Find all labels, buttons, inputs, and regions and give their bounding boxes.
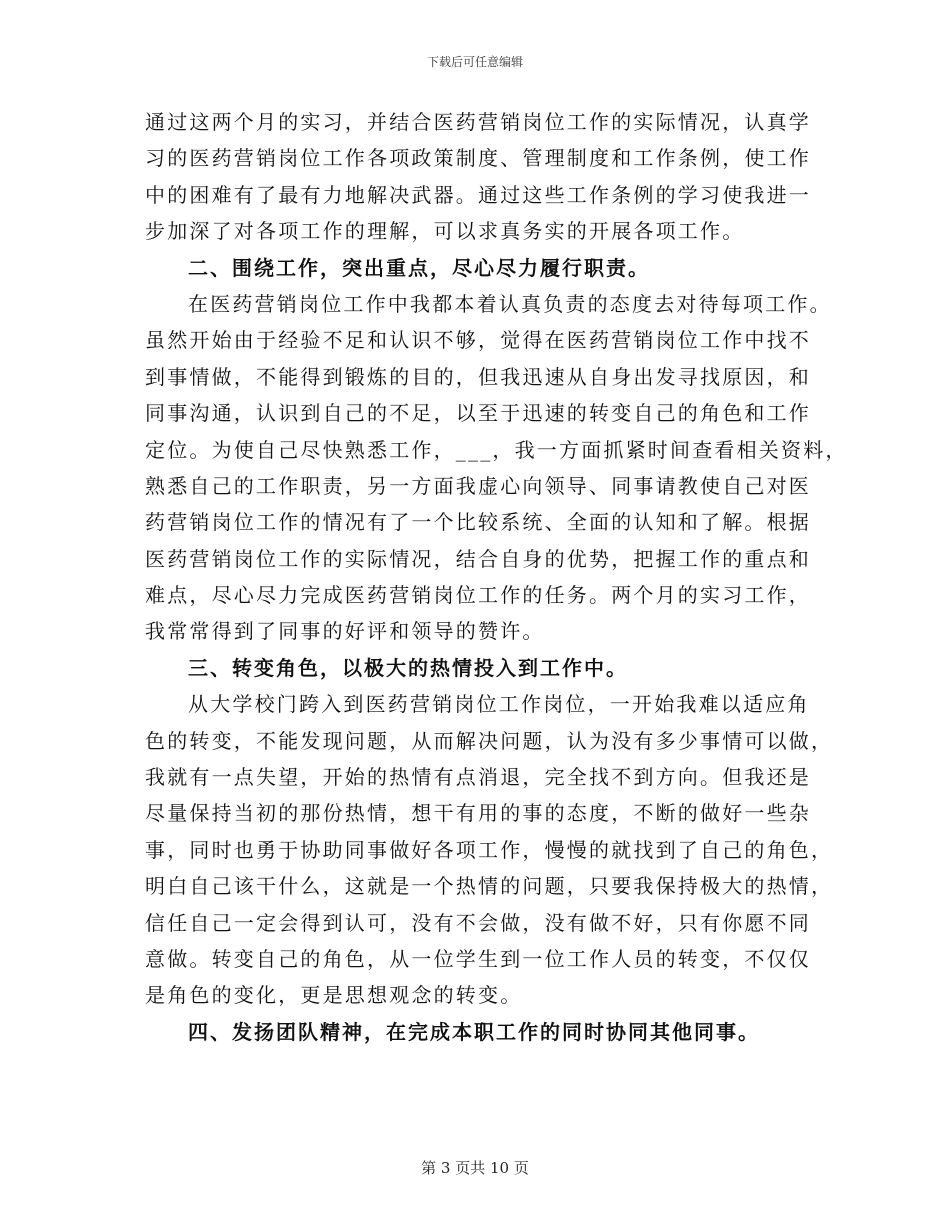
page-header: 下载后可任意编辑 [426, 55, 523, 69]
text-line: 从大学校门跨入到医药营销岗位工作岗位，一开始我难以适应角 [188, 692, 810, 717]
text-line: 我常常得到了同事的好评和领导的赞许。 [145, 619, 545, 644]
text-line: 同事沟通，认识到自己的不足，以至于迅速的转变自己的角色和工作 [145, 401, 811, 426]
text-line: 明白自己该干什么，这就是一个热情的问题，只要我保持极大的热情， [145, 874, 834, 899]
text-line: 是角色的变化，更是思想观念的转变。 [145, 983, 523, 1008]
text-line: 医药营销岗位工作的实际情况，结合自身的优势，把握工作的重点和 [145, 546, 811, 571]
text-line: 意做。转变自己的角色，从一位学生到一位工作人员的转变，不仅仅 [145, 946, 811, 971]
text-line: 在医药营销岗位工作中我都本着认真负责的态度去对待每项工作。 [188, 291, 832, 316]
text-line: 步加深了对各项工作的理解，可以求真务实的开展各项工作。 [145, 219, 745, 244]
text-line: 色的转变，不能发现问题，从而解决问题，认为没有多少事情可以做， [145, 728, 834, 753]
text-line: 通过这两个月的实习，并结合医药营销岗位工作的实际情况，认真学 [145, 110, 811, 134]
text-line: 药营销岗位工作的情况有了一个比较系统、全面的认知和了解。根据 [145, 510, 811, 535]
text-line: 定位。为使自己尽快熟悉工作，___，我一方面抓紧时间查看相关资料， [145, 437, 848, 462]
text-line: 信任自己一定会得到认可，没有不会做，没有做不好，只有你愿不同 [145, 910, 811, 935]
section-heading-2: 二、围绕工作，突出重点，尽心尽力履行职责。 [188, 255, 650, 280]
text-line: 尽量保持当初的那份热情，想干有用的事的态度，不断的做好一些杂 [145, 801, 811, 826]
text-line: 中的困难有了最有力地解决武器。通过这些工作条例的学习使我进一 [145, 182, 811, 207]
text-line: 到事情做，不能得到锻炼的目的，但我迅速从自身出发寻找原因，和 [145, 364, 811, 389]
text-line: 我就有一点失望，开始的热情有点消退，完全找不到方向。但我还是 [145, 765, 811, 790]
body-text [145, 104, 848, 1050]
text-line: 虽然开始由于经验不足和认识不够，觉得在医药营销岗位工作中找不 [145, 328, 811, 353]
text-line: 难点，尽心尽力完成医药营销岗位工作的任务。两个月的实习工作， [145, 583, 811, 608]
text-line: 习的医药营销岗位工作各项政策制度、管理制度和工作条例，使工作 [145, 146, 811, 171]
page-footer: 第 3 页共 10 页 [421, 1159, 529, 1177]
text-line: 熟悉自己的工作职责，另一方面我虚心向领导、同事请教使自己对医 [145, 473, 811, 498]
text-line: 事，同时也勇于协助同事做好各项工作，慢慢的就找到了自己的角色， [145, 837, 834, 862]
section-heading-4: 四、发扬团队精神，在完成本职工作的同时协同其他同事。 [188, 1019, 760, 1044]
section-heading-3: 三、转变角色，以极大的热情投入到工作中。 [188, 655, 628, 680]
